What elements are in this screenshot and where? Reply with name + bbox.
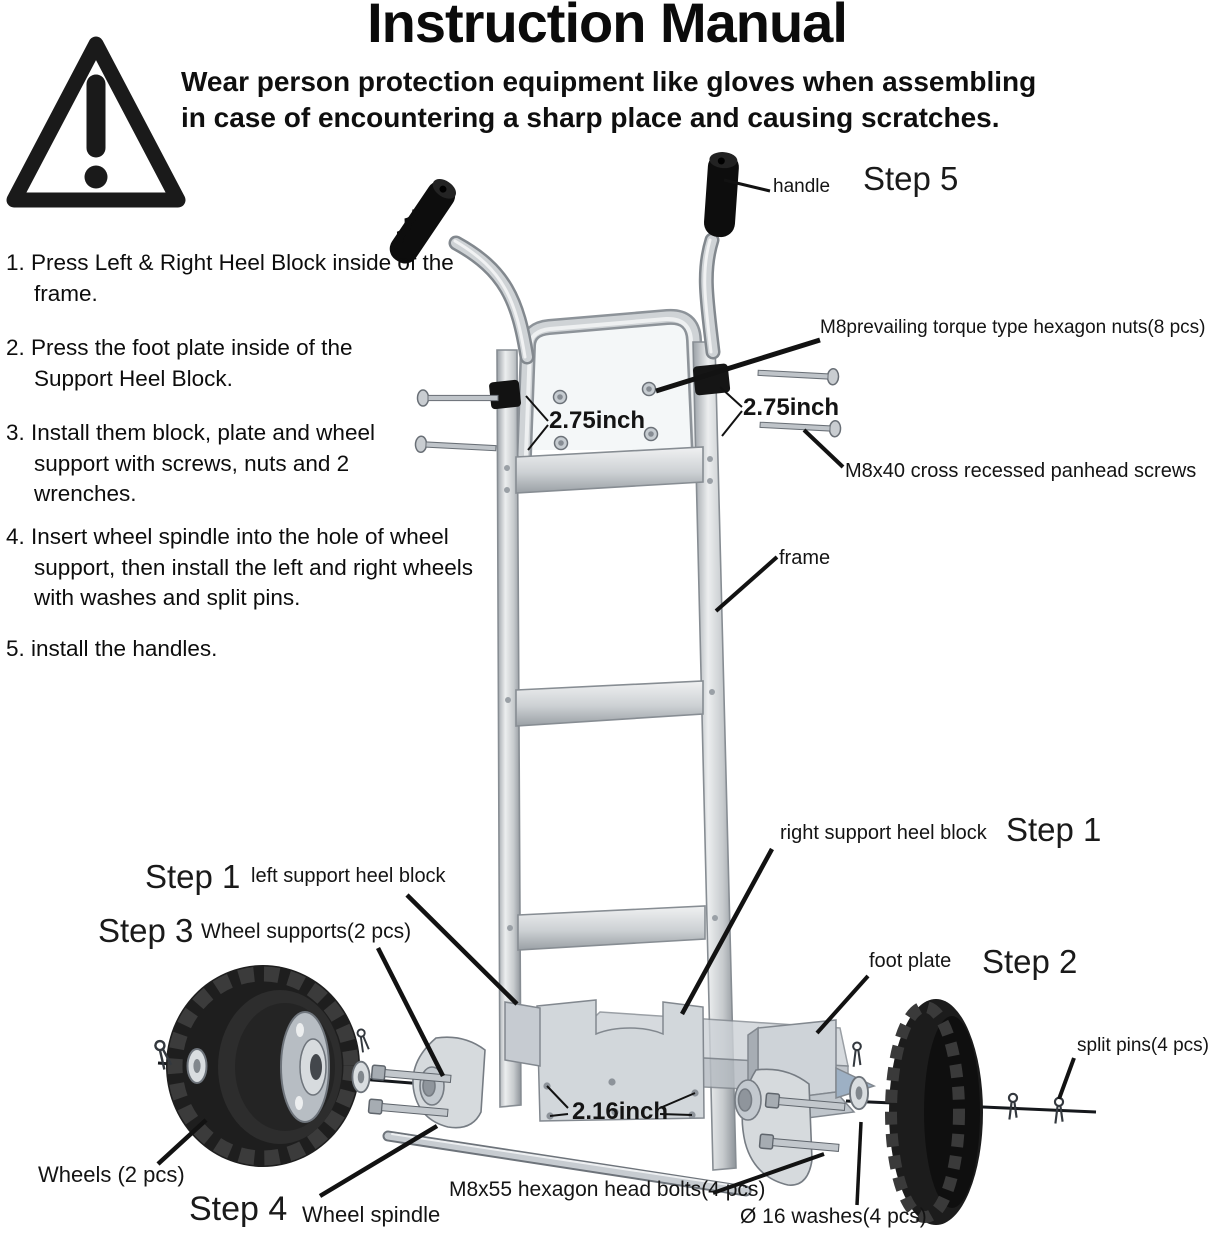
label-2-16inch: 2.16inch (572, 1098, 669, 1125)
label-step-3: Step 3 (98, 912, 194, 949)
label-foot-plate: foot plate (869, 950, 952, 972)
right-wheel (889, 999, 983, 1225)
label-wheels: Wheels (2 pcs) (38, 1162, 185, 1187)
label-right-support-heel-block: right support heel block (780, 822, 987, 844)
label-hexagon-nuts: M8prevailing torque type hexagon nuts(8 pcs) (820, 317, 1206, 338)
warning-icon (0, 22, 210, 227)
label-step-1-right: Step 1 (1006, 811, 1102, 848)
instruction-step-2: 2. Press the foot plate inside of the Support Heel Block. (6, 335, 353, 391)
instruction-step-5: 5. install the handles. (6, 636, 218, 661)
label-washers: Ø 16 washes(4 pcs) (740, 1205, 927, 1228)
page-title: Instruction Manual (367, 0, 847, 54)
label-panhead-screws: M8x40 cross recessed panhead screws (845, 460, 1197, 482)
label-2-75inch-left: 2.75inch (549, 407, 646, 434)
label-step-2: Step 2 (982, 943, 1078, 980)
label-wheel-supports: Wheel supports(2 pcs) (201, 920, 412, 943)
label-step-1-left: Step 1 (145, 858, 241, 895)
label-wheel-spindle: Wheel spindle (302, 1202, 441, 1227)
label-frame: frame (779, 547, 831, 569)
label-split-pins: split pins(4 pcs) (1077, 1035, 1209, 1056)
instruction-step-1: 1. Press Left & Right Heel Block inside of the frame. (6, 250, 454, 306)
label-handle: handle (773, 176, 831, 197)
warning-text-line1: Wear person protection equipment like gloves when assembling (181, 66, 1037, 97)
label-step-4: Step 4 (189, 1190, 288, 1228)
label-step-5: Step 5 (863, 160, 959, 197)
label-hexagon-head-bolts: M8x55 hexagon head bolts(4 pcs) (449, 1178, 766, 1201)
instruction-step-4: 4. Insert wheel spindle into the hole of wheel support, then install the left and right wheels with washes and split pins. (6, 524, 474, 611)
warning-text-line2: in case of encountering a sharp place and causing scratches. (181, 102, 1000, 133)
label-2-75inch-right: 2.75inch (743, 394, 840, 421)
instruction-step-3: 3. Install them block, plate and wheel support with screws, nuts and 2 wrenches. (6, 420, 375, 507)
label-left-support-heel-block: left support heel block (251, 865, 446, 887)
